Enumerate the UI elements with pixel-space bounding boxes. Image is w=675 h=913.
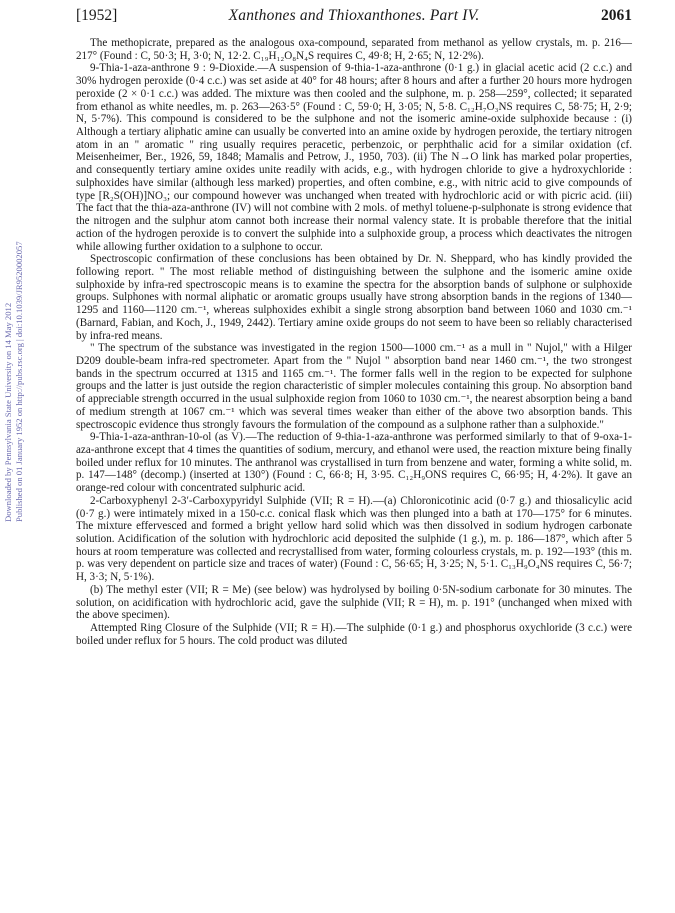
paragraph-ring-closure: Attempted Ring Closure of the Sulphide (VII; R = H).—The sulphide (0·1 g.) and phosphorus oxychloride (3 c.c.) were boiled under reflux for 5 hours. The cold product was diluted [76, 622, 632, 647]
side-margin [0, 0, 28, 913]
paragraph-sulphide-b: (b) The methyl ester (VII; R = Me) (see below) was hydrolysed by boiling 0·5N-sodium carbonate for 30 minutes. The solution, on acidification with hydrochloric acid, gave the sulphide (VII; R = H), m. p. 191° (unchanged when mixed with the above specimen). [76, 583, 632, 622]
article-body [76, 37, 632, 648]
publication-notice[interactable]: Published on 01 January 1952 on http://pubs.rsc.org | doi:10.1039/JR9520002057 [14, 241, 24, 522]
paragraph-spectroscopic: Spectroscopic confirmation of these conclusions has been obtained by Dr. N. Sheppard, who has kindly provided the following report. " The most reliable method of distinguishing between the sulphone and the isomeric amine oxide sulphoxide by infra-red spectroscopic means is to examine the spectra for the absorption bands of sulphone or sulphoxide groups. Sulphones with normal aliphatic or aromatic groups usually have strong absorption bands in the regions of 1340—1295 and 1160—1120 cm.⁻¹, whereas sulphoxides exhibit a single strong absorption band between 1060 and 1030 cm.⁻¹ (Barnard, Fabian, and Koch, J., 1949, 2442). Tertiary amine oxide groups do not seem to have been so reliably characterised by infra-red means. [76, 253, 632, 342]
paragraph-sulphide-a: 2-Carboxyphenyl 2-3′-Carboxypyridyl Sulphide (VII; R = H).—(a) Chloronicotinic acid (0·7 g.) and thiosalicylic acid (0·7 g.) were intimately mixed in a 150-c.c. conical flask which was then plunged into a bath at 170—175° for 6 minutes. The mixture effervesced and formed a bright yellow hard solid which was then dissolved in sodium hydrogen carbonate solution. Acidification of the solution with hydrochloric acid deposited the sulphide (1 g.), m. p. 186—187°, which after 5 hours at room temperature was collected and recrystallised from water, forming colourless crystals, m. p. 192—193° (this m. p. was very dependent on particle size and traces of water) (Found : C, 56·65; H, 3·25; N, 5·1. C₁₃H₉O₄NS requires C, 56·7; H, 3·3; N, 5·1%). [76, 494, 632, 584]
running-header [76, 7, 632, 25]
header-year: [1952] [76, 7, 118, 24]
download-notice[interactable]: Downloaded by Pennsylvania State University on 14 May 2012 [3, 302, 13, 522]
header-title: Xanthones and Thioxanthones. Part IV. [228, 7, 480, 24]
paragraph-anthranol: 9-Thia-1-aza-anthran-10-ol (as V).—The reduction of 9-thia-1-aza-anthrone was performed similarly to that of 9-oxa-1-aza-anthrone except that 4 times the quantities of sodium, mercury, and ethanol were used, the reaction mixture being finally boiled under reflux for 10 minutes. The anthranol was crystallised in turn from benzene and water, forming a white solid, m. p. 147—148° (decomp.) (inserted at 130°) (Found : C, 66·8; H, 3·95. C₁₂H₉ONS requires C, 66·95; H, 4·2%). It gave an orange-red colour with concentrated sulphuric acid. [76, 431, 632, 495]
paragraph-methopicrate: The methopicrate, prepared as the analogous oxa-compound, separated from methanol as yellow crystals, m. p. 216—217° (Found : C, 50·3; H, 3·0; N, 12·2. C₁₉H₁₂O₈N₄S requires C, 49·8; H, 2·65; N, 12·2%). [76, 37, 632, 62]
page-number: 2061 [601, 7, 632, 24]
paragraph-spectrum-report: " The spectrum of the substance was investigated in the region 1500—1000 cm.⁻¹ as a mull in " Nujol," with a Hilger D209 double-beam infra-red spectrometer. Apart from the " Nujol " absorption band near 1460 cm.⁻¹, the two strongest bands in the spectrum occurred at 1315 and 1165 cm.⁻¹. The former falls well in the region to be expected for sulphone groups and the latter is just outside the region characteristic of simpler molecules containing this group. No absorption band of appreciable strength occurred in the usual sulphoxide region from 1060 to 1030 cm.⁻¹, the nearest absorption being a band of medium strength at 1067 cm.⁻¹ which was several times weaker than either of the above two absorption bands. This spectroscopic evidence thus strongly favours the formulation of the compound as a sulphone rather than a sulphoxide." [76, 342, 633, 431]
paragraph-dioxide: 9-Thia-1-aza-anthrone 9 : 9-Dioxide.—A suspension of 9-thia-1-aza-anthrone (0·1 g.) in glacial acetic acid (2 c.c.) and 30% hydrogen peroxide (0·4 c.c.) was set aside at 40° for 48 hours; after 8 hours and after a further 20 hours more hydrogen peroxide (2 × 0·1 c.c.) was added. The mixture was then cooled and the sulphone, m. p. 258—259°, collected; it separated from ethanol as white needles, m. p. 263—263·5° (Found : C, 59·0; H, 3·05; N, 5·8. C₁₂H₇O₃NS requires C, 58·75; H, 2·9; N, 5·7%). This compound is considered to be the sulphone and not the isomeric amine-oxide sulphoxide because : (i) Although a tertiary aliphatic amine can usually be converted into an amine oxide by hydrogen peroxide, the tertiary nitrogen atom in an " aromatic " ring usually requires peracetic, perbenzoic, or perphthalic acid for a similar oxidation (cf. Meisenheimer, Ber., 1926, 59, 1848; Mamalis and Petrow, J., 1950, 703). (ii) The N→O link has marked polar properties, and consequently tertiary amine oxides unite readily with acids, e.g., with hydrogen chloride to give a hydroxychloride : sulphoxides have similar (although less marked) properties, and often combine, e.g., with nitric acid to give compounds of type [R₂S(OH)]NO₃; our compound however was unchanged when treated with hydrochloric acid or with picric acid. (iii) The fact that the thia-aza-anthrone (IV) will not combine with 2 mols. of methyl toluene-p-sulphonate is strong evidence that the nitrogen and the sulphur atom cannot both increase their normal valency state. It is probable therefore that the initial action of the hydrogen peroxide is to convert the sulphide into a sulphoxide group, a process which deactivates the nitrogen while allowing further oxidation to a sulphone to occur. [76, 62, 632, 253]
